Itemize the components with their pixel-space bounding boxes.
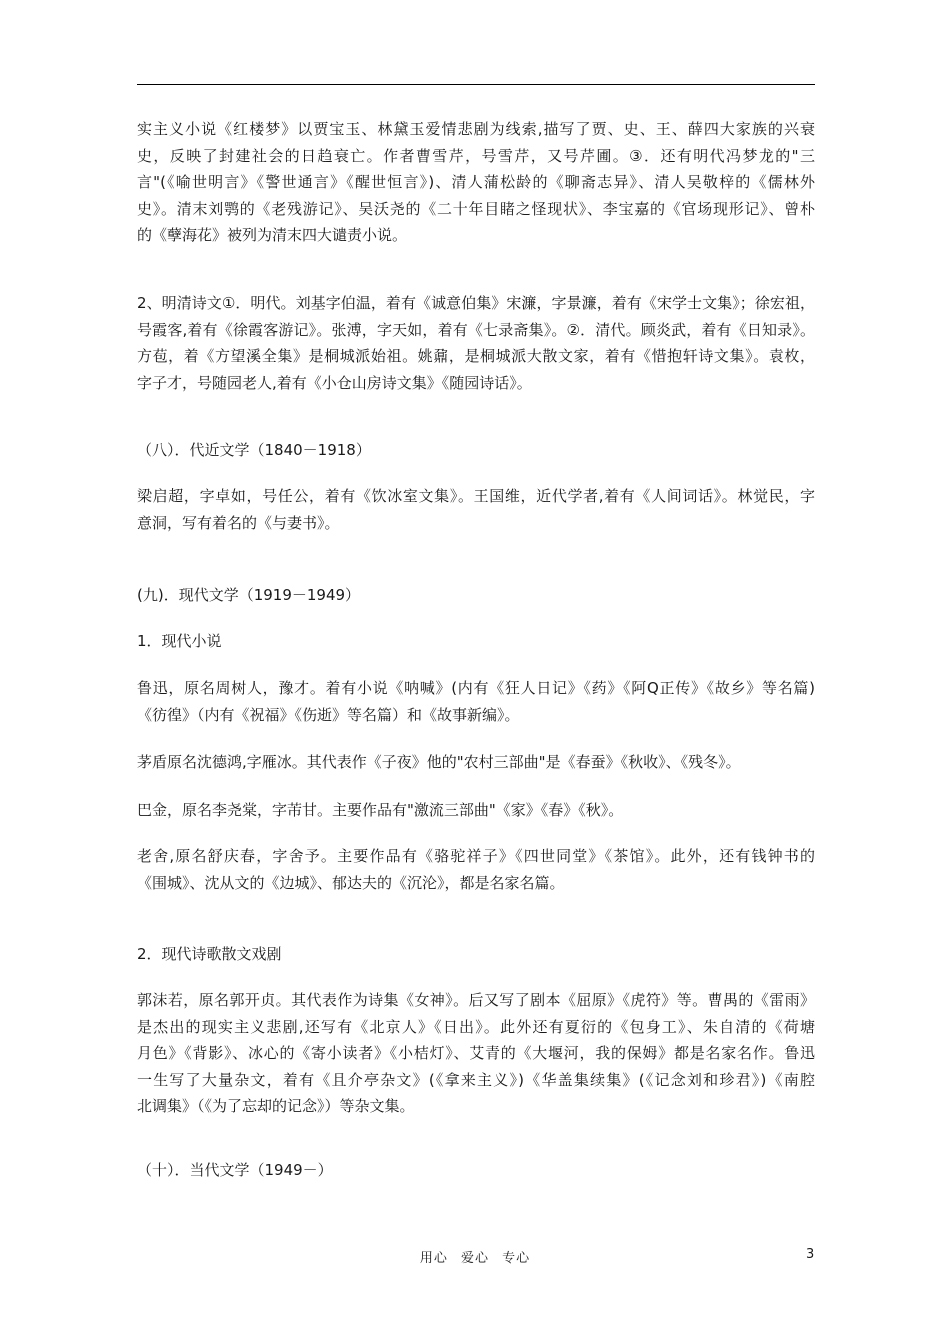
text-line: (九)．现代文学（1919－1949） <box>137 586 361 604</box>
text-line: 茅盾原名沈德鸿,字雁冰。其代表作《子夜》他的"农村三部曲"是《春蚕》《秋收》、《残冬》。 <box>137 753 741 771</box>
text-line: 1．现代小说 <box>137 632 222 650</box>
text-line: （八）．代近文学（1840－1918） <box>137 441 371 459</box>
footer-motto-item: 专心 <box>502 1251 531 1266</box>
text-line: 老舍,原名舒庆春，字舍予。主要作品有《骆驼祥子》《四世同堂》《茶馆》。此外，还有钱钟书的 <box>137 847 815 865</box>
paragraph <box>137 987 815 1120</box>
text-line: 2、明清诗文①．明代。刘基字伯温，着有《诚意伯集》宋濂，字景濂，着有《宋学士文集》；徐宏祖， <box>137 294 815 312</box>
text-line: 《围城》、沈从文的《边城》、郁达夫的《沉沦》，都是名家名篇。 <box>137 873 565 892</box>
paragraph <box>137 483 815 536</box>
paragraph <box>137 290 815 396</box>
paragraph <box>137 941 815 968</box>
text-line: 史，反映了封建社会的日趋衰亡。作者曹雪芹，号雪芹，又号芹圃。③．还有明代冯梦龙的"三 <box>137 146 815 165</box>
text-line: 北调集》（《为了忘却的记念》）等杂文集。 <box>137 1097 415 1115</box>
paragraph <box>137 797 815 824</box>
paragraph <box>137 628 815 655</box>
text-line: 《彷徨》（内有《祝福》《伤逝》等名篇）和《故事新编》。 <box>137 705 520 724</box>
text-line: 鲁迅，原名周树人，豫才。着有小说《呐喊》(内有《狂人日记》《药》《阿Q正传》《故乡》等名篇) <box>137 679 815 697</box>
paragraph <box>137 1157 815 1184</box>
text-line: 方苞，着《方望溪全集》是桐城派始祖。姚鼐，是桐城派大散文家，着有《惜抱轩诗文集》。袁枚， <box>137 347 815 365</box>
text-line: 月色》《背影》、冰心的《寄小读者》《小桔灯》、艾青的《大堰河，我的保姆》都是名家名作。鲁迅 <box>137 1044 815 1062</box>
text-line: 字子才，号随园老人,着有《小仓山房诗文集》《随园诗话》。 <box>137 373 532 392</box>
text-line: 意洞，写有着名的《与妻书》。 <box>137 513 340 532</box>
paragraph <box>137 582 815 609</box>
paragraph <box>137 116 815 249</box>
text-line: 实主义小说《红楼梦》以贾宝玉、林黛玉爱情悲剧为线索,描写了贾、史、王、薛四大家族的兴衰 <box>137 120 815 138</box>
footer-motto-item: 用心 <box>419 1251 448 1266</box>
paragraph <box>137 675 815 728</box>
text-line: 巴金，原名李尧棠，字芾甘。主要作品有"激流三部曲"《家》《春》《秋》。 <box>137 801 624 819</box>
text-line: 2．现代诗歌散文戏剧 <box>137 945 282 963</box>
text-line: 是杰出的现实主义悲剧,还写有《北京人》《日出》。此外还有夏衍的《包身工》、朱自清的《荷塘 <box>137 1017 815 1036</box>
footer-motto-item: 爱心 <box>460 1251 489 1266</box>
text-line: 言"(《喻世明言》《警世通言》《醒世恒言》)、清人蒲松龄的《聊斋志异》、清人吴敬梓的《儒林外 <box>137 173 815 191</box>
page-number: 3 <box>806 1247 815 1262</box>
paragraph <box>137 843 815 896</box>
text-line: 梁启超，字卓如，号任公，着有《饮冰室文集》。王国维，近代学者,着有《人间词话》。林觉民，字 <box>137 487 815 505</box>
text-line: 号霞客,着有《徐霞客游记》。张溥，字天如，着有《七录斋集》。②．清代。顾炎武，着有《日知录》。 <box>137 320 815 339</box>
paragraph <box>137 437 815 464</box>
text-line: 的《孽海花》被列为清末四大谴责小说。 <box>137 226 408 244</box>
text-line: 郭沫若，原名郭开贞。其代表作为诗集《女神》。后又写了剧本《屈原》《虎符》等。曹禺的《雷雨》 <box>137 991 815 1009</box>
text-line: 史》。清末刘鹗的《老残游记》、吴沃尧的《二十年目睹之怪现状》、李宝嘉的《官场现形记》、曾朴 <box>137 199 815 218</box>
text-line: （十）．当代文学（1949－） <box>137 1161 333 1179</box>
text-line: 一生写了大量杂文，着有《且介亭杂文》(《拿来主义》)《华盖集续集》(《记念刘和珍君》)《南腔 <box>137 1070 815 1089</box>
paragraph <box>137 749 815 776</box>
header-rule <box>137 84 815 85</box>
